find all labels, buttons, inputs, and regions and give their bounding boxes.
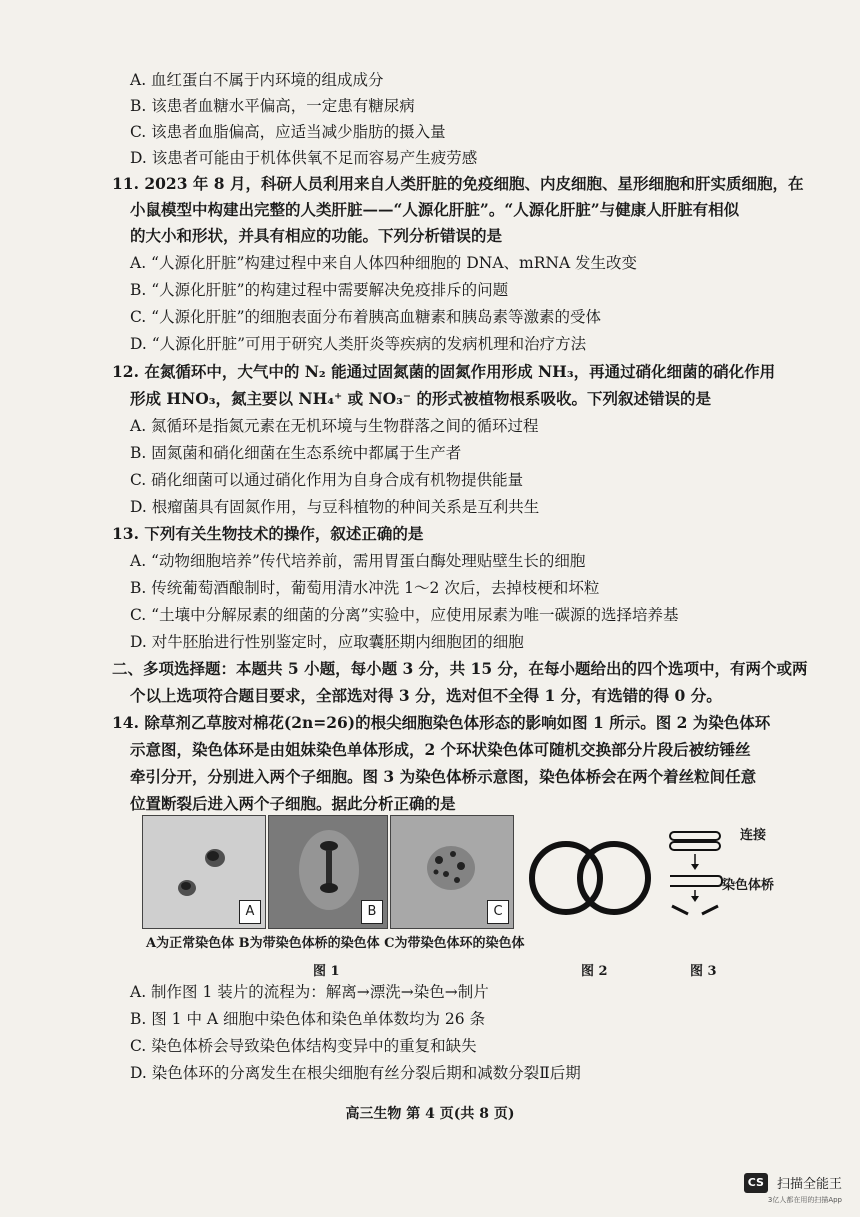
q14-stem-line4: 位置断裂后进入两个子细胞。据此分析正确的是 [130,794,456,813]
figure3-label-bridge: 染色体桥 [722,878,775,893]
section2-line2: 个以上选项符合题目要求，全部选对得 3 分，选对但不全得 1 分，有选错的得 0 分。 [130,686,722,705]
q13-stem: 13. 下列有关生物技术的操作，叙述正确的是 [112,524,424,543]
q11-option-d: D. “人源化肝脏”可用于研究人类肝炎等疾病的发病机理和治疗方法 [130,335,587,353]
figure1-photo-c [390,815,514,929]
scanner-app-name: 扫描全能王 [776,1177,842,1192]
q14-stem-line3: 牵引分开，分别进入两个子细胞。图 3 为染色体桥示意图，染色体桥会在两个着丝粒间任意 [130,767,757,786]
q10-option-c: C. 该患者血脂偏高，应适当减少脂肪的摄入量 [130,123,446,141]
section2-line1: 二、多项选择题：本题共 5 小题，每小题 3 分，共 15 分，在每小题给出的四个选项中，有两个或两 [112,659,808,678]
figure2-chromosome-rings [522,826,662,926]
q14-option-a: A. 制作图 1 装片的流程为：解离→漂洗→染色→制片 [130,983,489,1001]
q11-stem-line2: 小鼠模型中构建出完整的人类肝脏——“人源化肝脏”。“人源化肝脏”与健康人肝脏有相似 [130,200,740,219]
figure3-chromosome-bridge [668,828,738,920]
figure3-label: 图 3 [690,964,717,979]
q13-option-c: C. “土壤中分解尿素的细菌的分离”实验中，应使用尿素为唯一碳源的选择培养基 [130,606,679,624]
photo-label-b: B [361,900,383,924]
figure1-caption: A为正常染色体 B为带染色体桥的染色体 C为带染色体环的染色体 [146,936,525,951]
q11-stem-line3: 的大小和形状，并具有相应的功能。下列分析错误的是 [130,226,503,245]
page-footer: 高三生物 第 4 页(共 8 页) [345,1106,515,1122]
q14-stem-line1: 14. 除草剂乙草胺对棉花(2n=26)的根尖细胞染色体形态的影响如图 1 所示。图 2 为染色体环 [112,713,771,732]
figure1-label: 图 1 [313,964,340,979]
q10-option-b: B. 该患者血糖水平偏高，一定患有糖尿病 [130,97,415,115]
scanner-tagline: 3亿人都在用的扫描App [767,1195,842,1204]
q13-option-a: A. “动物细胞培养”传代培养前，需用胃蛋白酶处理贴壁生长的细胞 [130,552,586,570]
q10-option-a: A. 血红蛋白不属于内环境的组成成分 [130,71,384,89]
q12-option-a: A. 氮循环是指氮元素在无机环境与生物群落之间的循环过程 [130,417,539,435]
photo-label-c: C [487,900,509,924]
q11-option-a: A. “人源化肝脏”构建过程中来自人体四种细胞的 DNA、mRNA 发生改变 [130,254,638,272]
q11-option-c: C. “人源化肝脏”的细胞表面分布着胰高血糖素和胰岛素等激素的受体 [130,308,602,326]
q11-option-b: B. “人源化肝脏”的构建过程中需要解决免疫排斥的问题 [130,281,509,299]
figure1-photo-b [268,815,388,929]
q10-option-d: D. 该患者可能由于机体供氧不足而容易产生疲劳感 [130,149,478,167]
q12-stem-line2: 形成 HNO₃，氮主要以 NH₄⁺ 或 NO₃⁻ 的形式被植物根系吸收。下列叙述错误的是 [130,389,712,408]
q12-option-d: D. 根瘤菌具有固氮作用，与豆科植物的种间关系是互利共生 [130,498,540,516]
q14-option-c: C. 染色体桥会导致染色体结构变异中的重复和缺失 [130,1037,477,1055]
figure1-photo-a [142,815,266,929]
q12-option-c: C. 硝化细菌可以通过硝化作用为自身合成有机物提供能量 [130,471,524,489]
scanner-watermark [744,1172,842,1205]
q14-option-d: D. 染色体环的分离发生在根尖细胞有丝分裂后期和减数分裂Ⅱ后期 [130,1064,581,1082]
scanner-logo-icon: CS [744,1173,768,1193]
figure3-label-connection: 连接 [740,828,767,843]
q12-option-b: B. 固氮菌和硝化细菌在生态系统中都属于生产者 [130,444,462,462]
q12-stem-line1: 12. 在氮循环中，大气中的 N₂ 能通过固氮菌的固氮作用形成 NH₃，再通过硝化细菌的硝化作用 [112,362,776,381]
figure2-label: 图 2 [581,964,608,979]
q13-option-b: B. 传统葡萄酒酿制时，葡萄用清水冲洗 1～2 次后，去掉枝梗和坏粒 [130,579,600,597]
photo-label-a: A [239,900,261,924]
q14-option-b: B. 图 1 中 A 细胞中染色体和染色单体数均为 26 条 [130,1010,486,1028]
q13-option-d: D. 对牛胚胎进行性别鉴定时，应取囊胚期内细胞团的细胞 [130,633,524,651]
q11-stem-line1: 11. 2023 年 8 月，科研人员利用来自人类肝脏的免疫细胞、内皮细胞、星形细胞和肝实质细胞，在 [112,174,804,193]
q14-stem-line2: 示意图，染色体环是由姐妹染色单体形成，2 个环状染色体可随机交换部分片段后被纺锤丝 [130,740,751,759]
